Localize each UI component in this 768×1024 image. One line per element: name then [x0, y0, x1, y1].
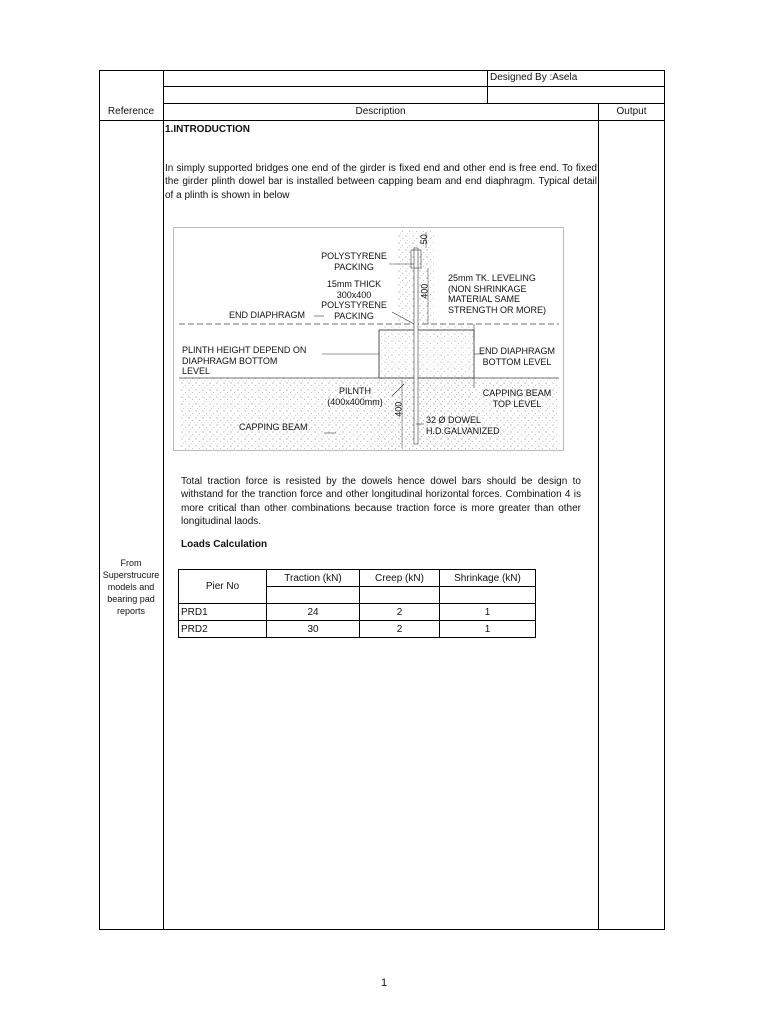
- creep-cell: 2: [360, 604, 440, 621]
- output-header: Output: [616, 106, 647, 117]
- blank-cell: [440, 587, 536, 604]
- header-rule-2: [163, 103, 665, 104]
- table-header-row: [179, 570, 536, 587]
- dowel-bar: [414, 248, 418, 444]
- figure-label-line: DIAPHRAGM BOTTOM: [182, 355, 278, 366]
- plinth-height-label: [182, 345, 306, 377]
- description-header: Description: [355, 106, 406, 117]
- blank-cell: [267, 587, 360, 604]
- plinth-detail-figure: [173, 227, 564, 451]
- reference-header: Reference: [107, 106, 155, 117]
- figure-label-line: (400x400mm): [327, 396, 383, 407]
- figure-label-line: H.D.GALVANIZED: [426, 425, 500, 436]
- dim-400-top-label: 400: [419, 283, 430, 299]
- figure-label-line: 15mm THICK: [326, 279, 382, 289]
- capping-beam-top-label: [472, 388, 562, 409]
- output-column-rule: [598, 103, 599, 930]
- designer-cell-rule: [487, 70, 488, 103]
- figure-label-line: PILNTH: [338, 386, 371, 396]
- reference-column-rule: [163, 70, 164, 930]
- polystyrene-packing-label: [314, 251, 394, 272]
- designed-by: Designed By :Asela: [490, 72, 578, 83]
- reference-note-line: From: [120, 558, 142, 568]
- reference-note-line: Superstrucure: [102, 570, 160, 580]
- figure-label-line: STRENGTH OR MORE): [448, 304, 546, 315]
- table-row: [179, 621, 536, 638]
- table-row: [179, 604, 536, 621]
- loads-table: [178, 569, 536, 638]
- header-cell: Pier No: [179, 570, 267, 604]
- figure-label-line: 25mm TK. LEVELING: [448, 273, 536, 283]
- dowel-label: [426, 415, 500, 436]
- figure-label-line: 32 Ø DOWEL: [426, 415, 482, 425]
- dim-400-bottom-label: 400: [393, 401, 404, 417]
- header-rule-1: [163, 86, 665, 87]
- pier-cell: PRD2: [179, 621, 267, 638]
- blank-cell: [360, 587, 440, 604]
- header-cell: Shrinkage (kN): [440, 570, 536, 587]
- end-diaphragm-bottom-label: [472, 346, 562, 367]
- section-title: 1.INTRODUCTION: [165, 124, 250, 135]
- reference-note: [99, 557, 163, 617]
- loads-title: Loads Calculation: [181, 539, 268, 550]
- capping-beam-label: CAPPING BEAM: [239, 422, 308, 432]
- creep-cell: 2: [360, 621, 440, 638]
- traction-cell: 24: [267, 604, 360, 621]
- reference-note-line: models and: [107, 582, 155, 592]
- figure-label-line: POLYSTYRENE: [321, 251, 387, 261]
- figure-label-line: PACKING: [334, 310, 374, 321]
- figure-label-line: LEVEL: [182, 366, 211, 376]
- figure-label-line: PLINTH HEIGHT DEPEND ON: [182, 345, 307, 355]
- header-cell: Creep (kN): [360, 570, 440, 587]
- plinth-label: [322, 386, 388, 407]
- header-rule-3: [99, 120, 665, 121]
- figure-label-line: TOP LEVEL: [492, 398, 542, 409]
- figure-label-line: MATERIAL SAME: [448, 294, 521, 304]
- figure-label-line: CAPPING BEAM: [482, 388, 552, 398]
- traction-paragraph: Total traction force is resisted by the dowels hence dowel bars should be design to withstand for the tranction force and other longitudinal horizontal forces. Combination 4 is more critical than other combinations because traction force is more greater than other longitudinal laods.: [181, 476, 581, 527]
- header-cell: Traction (kN): [267, 570, 360, 587]
- figure-label-line: 300x400: [336, 289, 372, 300]
- figure-label-line: END DIAPHRAGM: [478, 346, 555, 356]
- figure-label-line: POLYSTYRENE: [321, 300, 387, 310]
- figure-label-line: PACKING: [334, 261, 374, 272]
- figure-label-line: BOTTOM LEVEL: [482, 356, 552, 367]
- intro-paragraph: In simply supported bridges one end of the girder is fixed end and other end is free end. To fixed the girder plinth dowel bar is installed between capping beam and end diaphragm. Typical detail of a plinth is shown in below: [165, 163, 597, 201]
- page-number: 1: [380, 977, 388, 989]
- pier-cell: PRD1: [179, 604, 267, 621]
- reference-note-line: reports: [116, 606, 145, 616]
- thick-packing-label: [314, 279, 394, 321]
- shrinkage-cell: 1: [440, 621, 536, 638]
- leveling-label: [448, 273, 546, 315]
- shrinkage-cell: 1: [440, 604, 536, 621]
- traction-cell: 30: [267, 621, 360, 638]
- dim-50-label: 50: [418, 234, 429, 245]
- reference-note-line: bearing pad: [107, 594, 155, 604]
- end-diaphragm-label: END DIAPHRAGM: [229, 310, 306, 320]
- figure-label-line: (NON SHRINKAGE: [448, 283, 527, 294]
